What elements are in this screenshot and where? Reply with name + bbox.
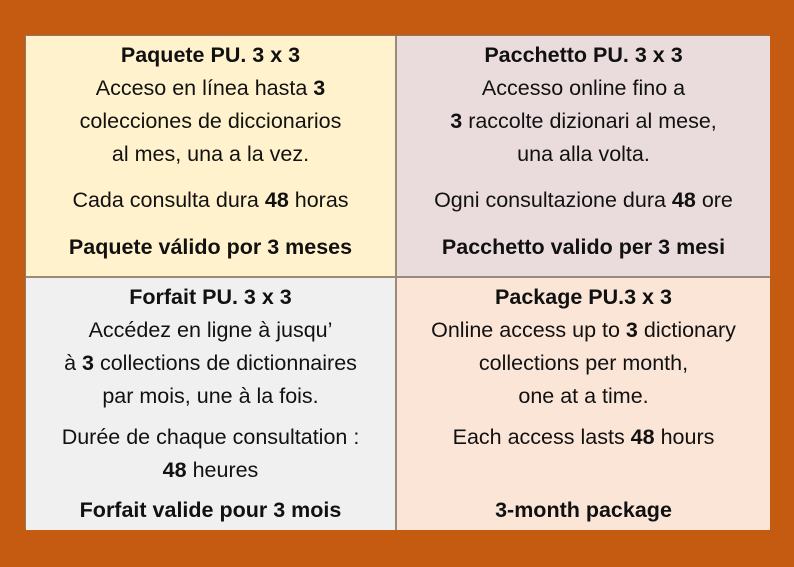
spanish-title: Paquete PU. 3 x 3 (120, 43, 301, 67)
spanish-package-cell (26, 36, 397, 278)
italian-package-cell (397, 36, 770, 278)
spanish-duration: Cada consulta dura 48 horas (72, 188, 349, 212)
spanish-line1: Acceso en línea hasta 3 (95, 76, 326, 100)
french-validity: Forfait valide pour 3 mois (79, 498, 342, 522)
italian-line3: una alla volta. (517, 142, 650, 166)
french-line3: par mois, une à la fois. (102, 384, 319, 408)
english-title: Package PU.3 x 3 (495, 285, 672, 309)
spanish-line2: colecciones de diccionarios (79, 109, 342, 133)
english-line3: one at a time. (518, 384, 649, 408)
french-line1: Accédez en ligne à jusqu’ (88, 318, 333, 342)
italian-line2: 3 raccolte dizionari al mese, (450, 109, 717, 133)
french-duration-line2: 48 heures (162, 458, 259, 482)
spanish-validity: Paquete válido por 3 meses (68, 235, 353, 259)
french-duration-line1: Durée de chaque consultation : (61, 425, 360, 449)
english-validity: 3-month package (495, 498, 672, 522)
french-package-cell (26, 278, 397, 530)
english-line1: Online access up to 3 dictionary (431, 318, 736, 342)
italian-line1: Accesso online fino a (481, 76, 686, 100)
french-title: Forfait PU. 3 x 3 (129, 285, 292, 309)
english-package-cell (397, 278, 770, 530)
english-duration: Each access lasts 48 hours (452, 425, 715, 449)
spanish-line3: al mes, una a la vez. (111, 142, 310, 166)
english-line2: collections per month, (478, 351, 689, 375)
french-line2: à 3 collections de dictionnaires (64, 351, 357, 375)
italian-duration: Ogni consultazione dura 48 ore (434, 188, 733, 212)
italian-title: Pacchetto PU. 3 x 3 (484, 43, 683, 67)
italian-validity: Pacchetto valido per 3 mesi (441, 235, 726, 259)
package-grid (25, 35, 769, 529)
